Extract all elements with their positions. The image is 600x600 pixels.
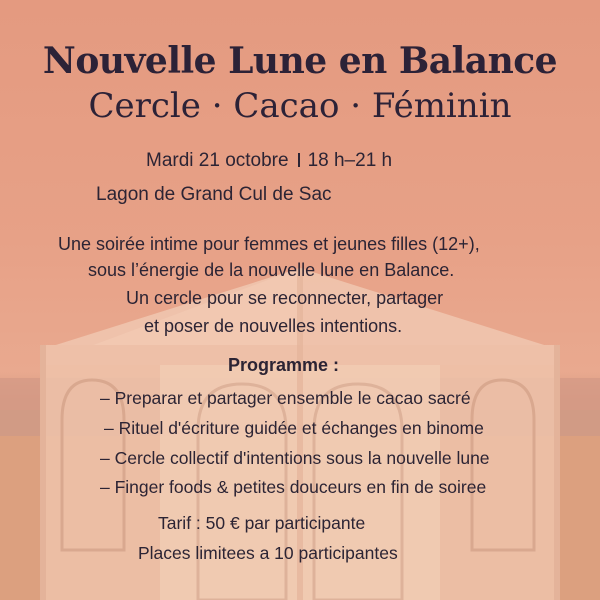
separator-bar — [298, 153, 300, 167]
programme-item-1: – Preparar et partager ensemble le cacao sacré — [100, 388, 471, 408]
event-title: Nouvelle Lune en Balance — [42, 40, 558, 82]
places-text: Places limitees a 10 participantes — [138, 543, 398, 563]
description-line-1: Une soirée intime pour femmes et jeunes filles (12+), — [58, 234, 480, 254]
programme-item-3: – Cercle collectif d'intentions sous la nouvelle lune — [100, 448, 490, 468]
event-location: Lagon de Grand Cul de Sac — [96, 184, 332, 205]
event-time: 18 h–21 h — [307, 150, 393, 171]
description-line-3: Un cercle pour se reconnecter, partager — [126, 288, 444, 308]
event-subtitle: Cercle · Cacao · Féminin — [88, 86, 512, 126]
description-line-2: sous l’énergie de la nouvelle lune en Balance. — [88, 260, 455, 280]
programme-heading: Programme : — [228, 355, 340, 375]
event-date: Mardi 21 octobre — [146, 150, 289, 171]
programme-item-2: – Rituel d'écriture guidée et échanges en binome — [104, 418, 484, 438]
tarif-text: Tarif : 50 € par participante — [158, 513, 366, 533]
programme-item-4: – Finger foods & petites douceurs en fin de soiree — [100, 477, 487, 497]
description-line-4: et poser de nouvelles intentions. — [144, 316, 403, 336]
event-date-time — [146, 150, 392, 172]
